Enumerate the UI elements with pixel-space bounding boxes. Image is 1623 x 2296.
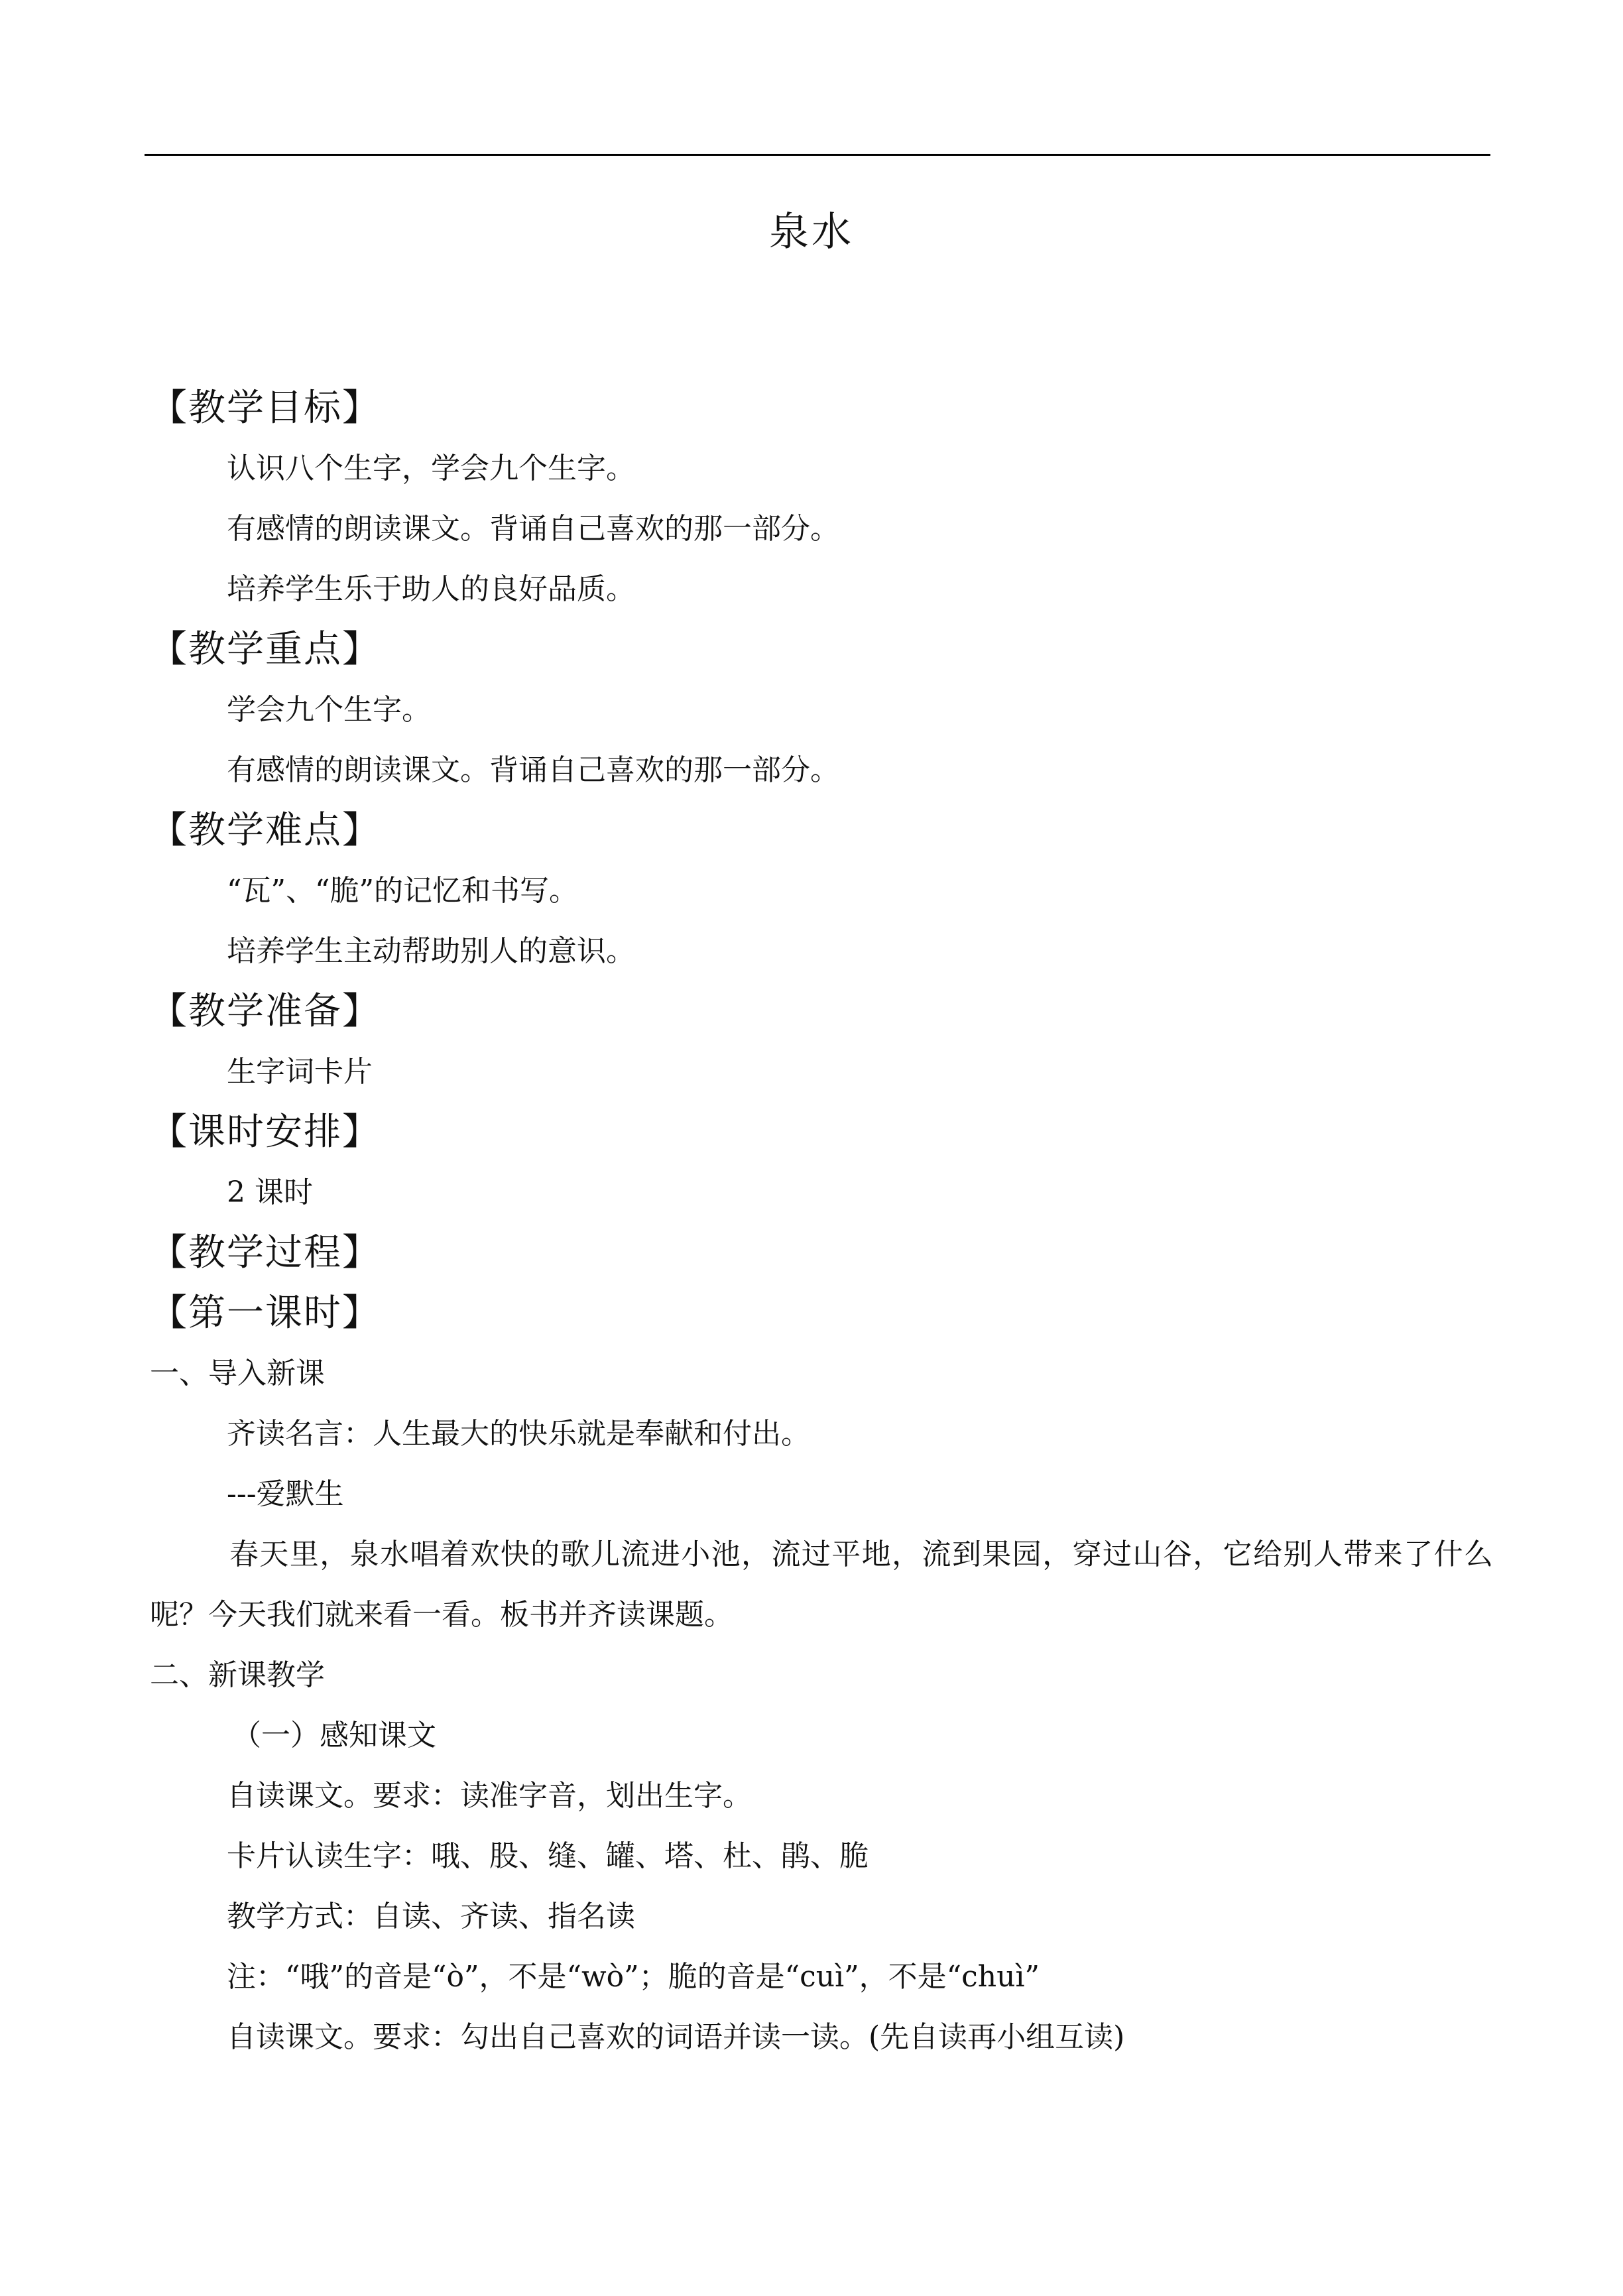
section-heading: 【教学难点】 bbox=[150, 809, 381, 852]
text-line: 二、新课教学 bbox=[150, 1658, 325, 1692]
text-line: 自读课文。要求：读准字音，划出生字。 bbox=[227, 1779, 752, 1813]
document-title: 泉水 bbox=[769, 209, 854, 255]
text-line: 一、导入新课 bbox=[150, 1357, 325, 1390]
text-line: 注：“哦”的音是“ò”，不是“wò”；脆的音是“cuì”，不是“chuì” bbox=[227, 1960, 1040, 1994]
text-line: “瓦”、“脆”的记忆和书写。 bbox=[227, 874, 578, 908]
text-line: 有感情的朗读课文。背诵自己喜欢的那一部分。 bbox=[227, 512, 839, 546]
section-heading: 【课时安排】 bbox=[150, 1111, 381, 1154]
section-heading: 【教学目标】 bbox=[150, 387, 381, 430]
paragraph: 春天里，泉水唱着欢快的歌儿流进小池，流过平地，流到果园，穿过山谷，它给别人带来了什么呢？今天我们就来看一看。板书并齐读课题。 bbox=[150, 1538, 1493, 1632]
text-line: 生字词卡片 bbox=[227, 1055, 373, 1089]
text-line: 自读课文。要求：勾出自己喜欢的词语并读一读。(先自读再小组互读) bbox=[227, 2020, 1125, 2054]
section-heading: 【第一课时】 bbox=[150, 1292, 381, 1335]
text-line: 认识八个生字，学会九个生字。 bbox=[227, 452, 635, 485]
document-body bbox=[147, 378, 1493, 2067]
text-line: 2 课时 bbox=[227, 1176, 313, 1209]
text-line: 培养学生乐于助人的良好品质。 bbox=[227, 572, 635, 606]
text-line: 有感情的朗读课文。背诵自己喜欢的那一部分。 bbox=[227, 753, 839, 787]
text-line: （一）感知课文 bbox=[232, 1719, 436, 1752]
text-line: 教学方式：自读、齐读、指名读 bbox=[227, 1900, 635, 1933]
section-heading: 【教学重点】 bbox=[150, 628, 381, 671]
text-line: 培养学生主动帮助别人的意识。 bbox=[227, 934, 635, 968]
section-heading: 【教学准备】 bbox=[150, 990, 381, 1033]
text-line: 学会九个生字。 bbox=[227, 693, 431, 727]
text-line: 卡片认读生字：哦、股、缝、罐、塔、杜、鹃、脆 bbox=[227, 1839, 869, 1873]
text-line: ---爱默生 bbox=[227, 1477, 344, 1511]
text-line: 齐读名言：人生最大的快乐就是奉献和付出。 bbox=[227, 1417, 810, 1451]
section-heading: 【教学过程】 bbox=[150, 1231, 381, 1274]
header-rule bbox=[145, 154, 1490, 156]
